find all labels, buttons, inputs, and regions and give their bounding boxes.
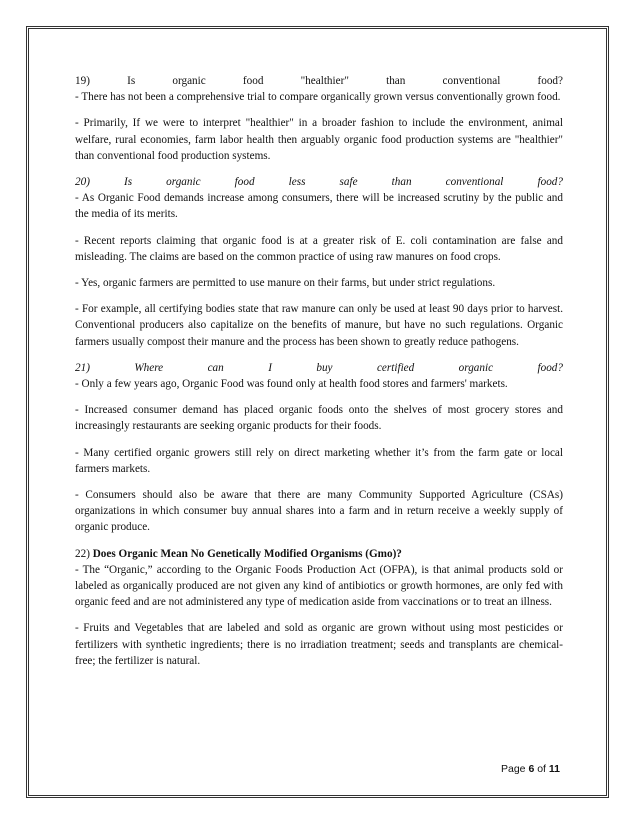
paragraph: - Many certified organic growers still rely on direct marketing whether it’s from the farm gate or local farmers markets. [75, 446, 563, 475]
page-number [450, 763, 560, 775]
question-title: Does Organic Mean No Genetically Modified Organisms (Gmo)? [92, 547, 402, 560]
page-label: Page [500, 763, 526, 775]
question-20: 20) Is organic food less safe than conventional food? [75, 176, 563, 189]
question-21: 21) Where can I buy certified organic food? [75, 361, 563, 374]
paragraph: - Recent reports claiming that organic food is at a greater risk of E. coli contamination are false and misleading. The claims are based on the common practice of using raw manures on food crops. [75, 234, 563, 263]
paragraph: - Consumers should also be aware that there are many Community Supported Agriculture (CSAs) organizations in which consumer buy annual shares into a farm and in return receive a weekly supply of organic produce. [75, 489, 563, 534]
paragraph: - The “Organic,” according to the Organic Foods Production Act (OFPA), is that animal products sold or labeled as organically produced are not given any kind of antibiotics or growth hormones, are only fed with organic feed and are not administered any type of medication aside from vaccinations or to treat an illness. [75, 563, 563, 609]
paragraph: - Only a few years ago, Organic Food was found only at health food stores and farmers' markets. [75, 378, 508, 391]
paragraph: - There has not been a comprehensive trial to compare organically grown versus conventionally grown food. [75, 91, 561, 104]
paragraph: - Yes, organic farmers are permitted to use manure on their farms, but under strict regulations. [75, 277, 496, 290]
paragraph: - Fruits and Vegetables that are labeled and sold as organic are grown without using most pesticides or fertilizers with synthetic ingredients; there is no irradiation treatment; seeds and transplants are chemical-free; the fertilizer is natural. [75, 622, 563, 667]
page-of: of [537, 763, 546, 775]
paragraph: - Primarily, If we were to interpret "healthier" in a broader fashion to include the environment, animal welfare, rural economies, farm labor health then arguably organic food production systems are "healthier" than conventional food production systems. [75, 117, 563, 162]
paragraph: - As Organic Food demands increase among consumers, there will be increased scrutiny by the public and the media of its merits. [75, 192, 563, 221]
current-page: 6 [528, 763, 535, 775]
document-body [75, 73, 563, 679]
question-22 [75, 546, 563, 562]
paragraph: - For example, all certifying bodies state that raw manure can only be used at least 90 days prior to harvest. Conventional producers also capitalize on the benefits of manure, but have no such regulations. Organic farmers usually compost their manure and the process has been shown to greatly reduce pathogens. [75, 303, 563, 348]
question-19: 19) Is organic food "healthier" than conventional food? [75, 75, 563, 87]
paragraph: - Increased consumer demand has placed organic foods onto the shelves of most grocery stores and increasingly restaurants are seeking organic products for their foods. [75, 404, 563, 433]
question-number: 22) [75, 547, 90, 560]
total-pages: 11 [548, 763, 560, 775]
